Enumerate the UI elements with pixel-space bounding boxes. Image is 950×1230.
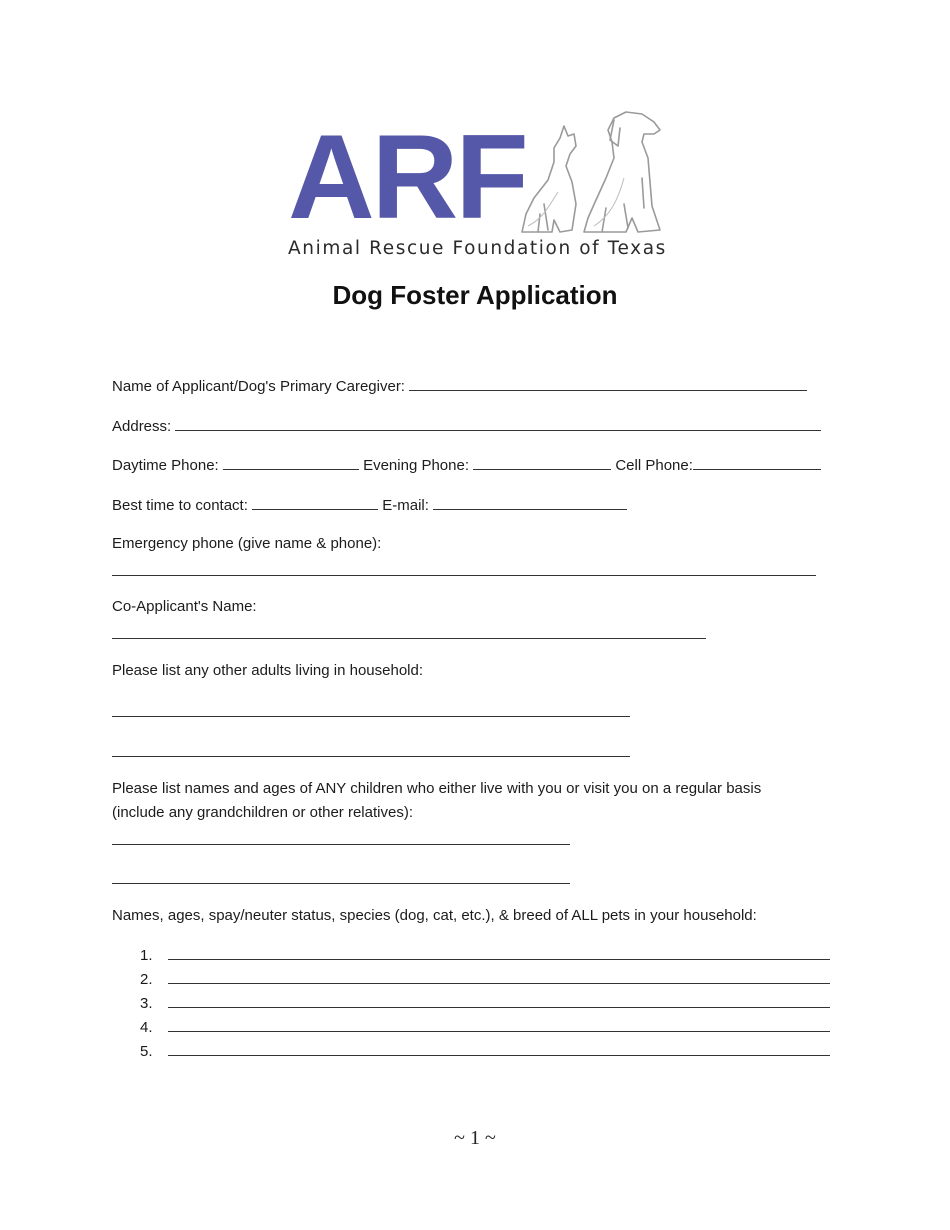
co-applicant-field[interactable] [112, 624, 706, 639]
best-time-field[interactable] [252, 495, 378, 510]
other-adults-row-1 [112, 702, 630, 723]
pet-row [140, 969, 830, 990]
emergency-field[interactable] [112, 561, 816, 576]
cell-phone-label: Cell Phone: [615, 457, 693, 474]
emergency-label: Emergency phone (give name & phone): [112, 535, 382, 552]
pet-row [140, 1041, 830, 1062]
other-adults-label: Please list any other adults living in household: [112, 662, 424, 679]
logo-tagline: Animal Rescue Foundation of Texas [288, 238, 667, 259]
pet-number: 4. [140, 1019, 153, 1036]
applicant-field[interactable] [409, 376, 807, 391]
children-field-1[interactable] [112, 830, 570, 845]
pet-field-3[interactable] [168, 993, 830, 1008]
email-label: E-mail: [382, 497, 429, 514]
pet-number: 5. [140, 1043, 153, 1060]
evening-phone-label: Evening Phone: [363, 457, 469, 474]
address-row [112, 416, 821, 437]
other-adults-row-2 [112, 742, 630, 763]
pets-label: Names, ages, spay/neuter status, species (dog, cat, etc.), & breed of ALL pets in your household: [112, 907, 757, 924]
children-row-2 [112, 869, 570, 890]
daytime-phone-label: Daytime Phone: [112, 457, 219, 474]
co-applicant-label: Co-Applicant's Name: [112, 598, 257, 615]
arf-logo [286, 108, 666, 264]
pet-field-4[interactable] [168, 1017, 830, 1032]
children-label-1: Please list names and ages of ANY children who either live with you or visit you on a regular basis [112, 780, 762, 797]
cell-phone-field[interactable] [693, 455, 821, 470]
pet-field-5[interactable] [168, 1041, 830, 1056]
pet-row [140, 993, 830, 1014]
pet-number: 3. [140, 995, 153, 1012]
children-field-2[interactable] [112, 869, 570, 884]
phones-row [112, 455, 821, 476]
pet-row [140, 945, 830, 966]
emergency-row [112, 561, 816, 582]
address-label: Address: [112, 418, 172, 435]
address-field[interactable] [175, 416, 821, 431]
children-label-2: (include any grandchildren or other relatives): [112, 804, 413, 821]
email-field[interactable] [433, 495, 627, 510]
page-title: Dog Foster Application [332, 280, 618, 310]
contact-row [112, 495, 627, 516]
pet-number: 1. [140, 947, 153, 964]
other-adults-field-1[interactable] [112, 702, 630, 717]
applicant-row [112, 376, 807, 397]
logo-letters: ARF [288, 110, 526, 244]
pet-field-1[interactable] [168, 945, 830, 960]
co-applicant-row [112, 624, 706, 645]
daytime-phone-field[interactable] [223, 455, 359, 470]
applicant-label: Name of Applicant/Dog's Primary Caregiver: [112, 378, 405, 395]
page-number: ~ 1 ~ [454, 1127, 496, 1149]
other-adults-field-2[interactable] [112, 742, 630, 757]
pet-number: 2. [140, 971, 153, 988]
pet-row [140, 1017, 830, 1038]
cat-and-dog-icon [514, 108, 664, 238]
best-time-label: Best time to contact: [112, 497, 248, 514]
children-row-1 [112, 830, 570, 851]
evening-phone-field[interactable] [473, 455, 611, 470]
pet-field-2[interactable] [168, 969, 830, 984]
